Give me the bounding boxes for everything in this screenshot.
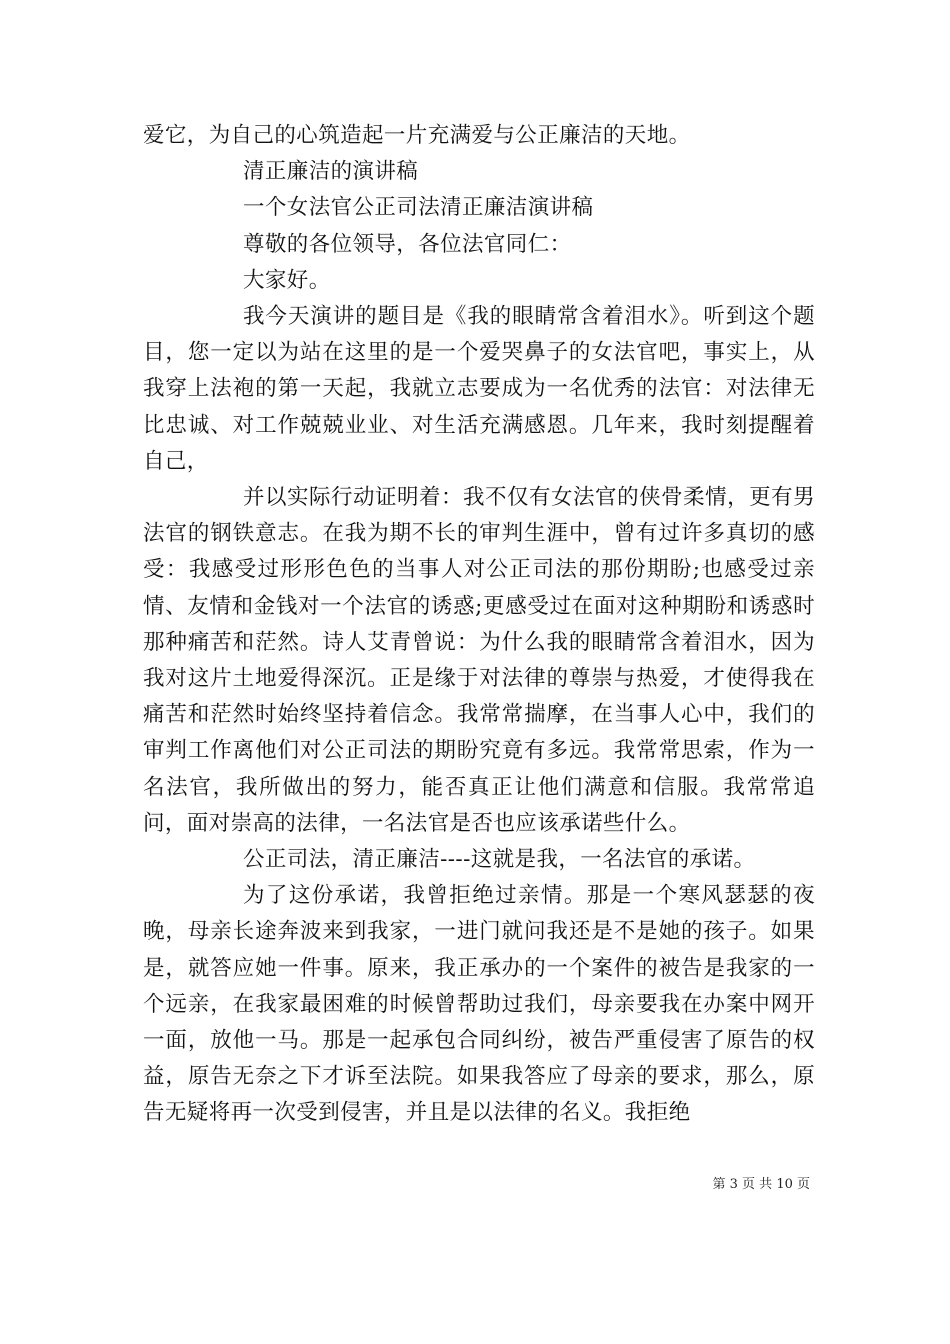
paragraph-4-salutation: 尊敬的各位领导，各位法官同仁： <box>243 231 572 257</box>
document-body <box>143 118 815 1132</box>
paragraph-1: 爱它，为自己的心筑造起一片充满爱与公正廉洁的天地。 <box>143 123 691 148</box>
paragraph-6: 我今天演讲的题目是《我的眼睛常含着泪水》。听到这个题目，您一定以为站在这里的是一个爱哭鼻子的女法官吧，事实上，从我穿上法袍的第一天起，我就立志要成为一名优秀的法官：对法律无比忠诚、对工作兢兢业业、对生活充满感恩。几年来，我时刻提醒着自己， <box>143 304 815 474</box>
page-number-footer: 第 3 页 共 10 页 <box>712 1177 810 1192</box>
paragraph-7: 并以实际行动证明着：我不仅有女法官的侠骨柔情，更有男法官的钢铁意志。在我为期不长的审判生涯中，曾有过许多真切的感受：我感受过形形色色的当事人对公正司法的那份期盼;也感受过亲情、友情和金钱对一个法官的诱惑;更感受过在面对这种期盼和诱惑时那种痛苦和茫然。诗人艾青曾说：为什么我的眼睛常含着泪水，因为我对这片土地爱得深沉。正是缘于对法律的尊崇与热爱，才使得我在痛苦和茫然时始终坚持着信念。我常常揣摩，在当事人心中，我们的审判工作离他们对公正司法的期盼究竟有多远。我常常思索，作为一名法官，我所做出的努力，能否真正让他们满意和信服。我常常追问，面对崇高的法律，一名法官是否也应该承诺些什么。 <box>143 485 815 836</box>
paragraph-3-subtitle: 一个女法官公正司法清正廉洁演讲稿 <box>243 195 594 221</box>
paragraph-2-heading: 清正廉洁的演讲稿 <box>243 159 419 185</box>
paragraph-9: 为了这份承诺，我曾拒绝过亲情。那是一个寒风瑟瑟的夜晚，母亲长途奔波来到我家，一进门就问我还是不是她的孩子。如果是，就答应她一件事。原来，我正承办的一个案件的被告是我家的一个远亲，在我家最困难的时候曾帮助过我们，母亲要我在办案中网开一面，放他一马。那是一起承包合同纠纷，被告严重侵害了原告的权益，原告无奈之下才诉至法院。如果我答应了母亲的要求，那么，原告无疑将再一次受到侵害，并且是以法律的名义。我拒绝 <box>143 883 815 1126</box>
paragraph-8: 公正司法，清正廉洁----这就是我，一名法官的承诺。 <box>243 847 756 873</box>
paragraph-5-greeting: 大家好。 <box>243 267 331 293</box>
